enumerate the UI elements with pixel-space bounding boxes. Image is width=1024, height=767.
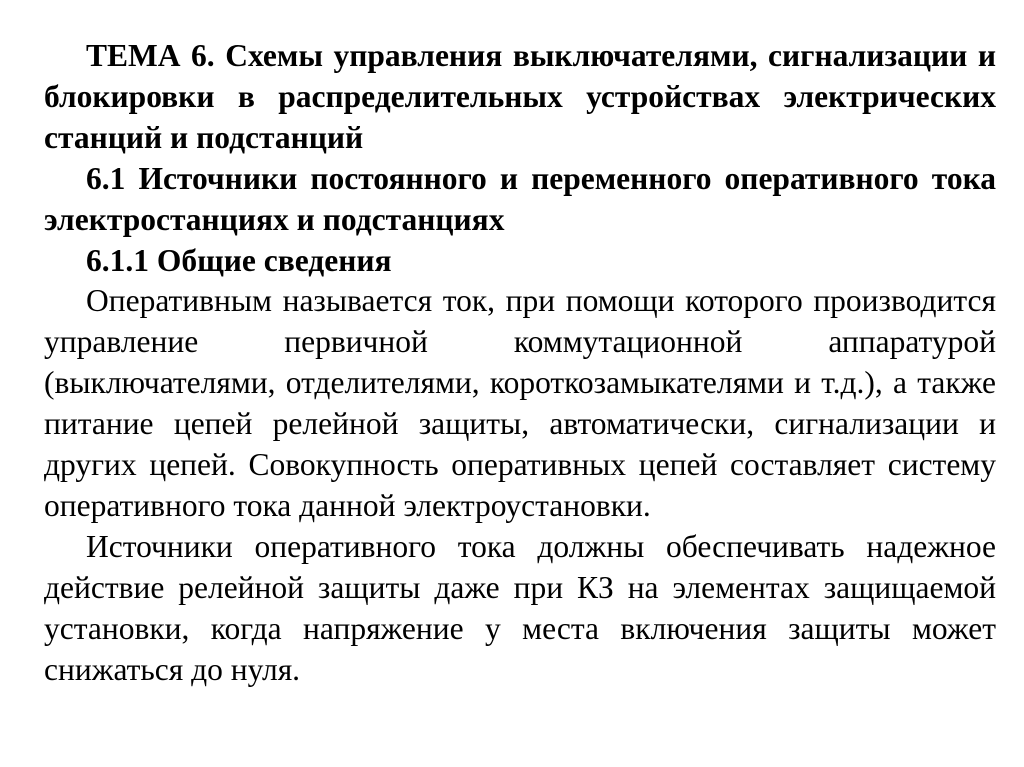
document-page <box>44 36 996 691</box>
section-heading: 6.1 Источники постоянного и переменного оперативного тока электростанциях и подстанциях <box>44 160 996 237</box>
body-paragraph-2: Источники оперативного тока должны обеспечивать надежное действие релейной защиты даже при КЗ на элементах защищаемой установки, когда напряжение у места включения защиты может снижаться до нуля. <box>44 528 996 687</box>
topic-title: ТЕМА 6. Схемы управления выключателями, сигнализации и блокировки в распределительных устройствах электрических станций и подстанций <box>44 38 996 155</box>
body-paragraph-1: Оперативным называется ток, при помощи которого производится управление первичной коммутационной аппаратурой (выключателями, отделителями, короткозамыкателями и т.д.), а также питание цепей релейной защиты, автоматически, сигнализации и других цепей. Совокупность оперативных цепей составляет систему оперативного тока данной электроустановки. <box>44 283 996 523</box>
subsection-heading: 6.1.1 Общие сведения <box>86 242 392 278</box>
